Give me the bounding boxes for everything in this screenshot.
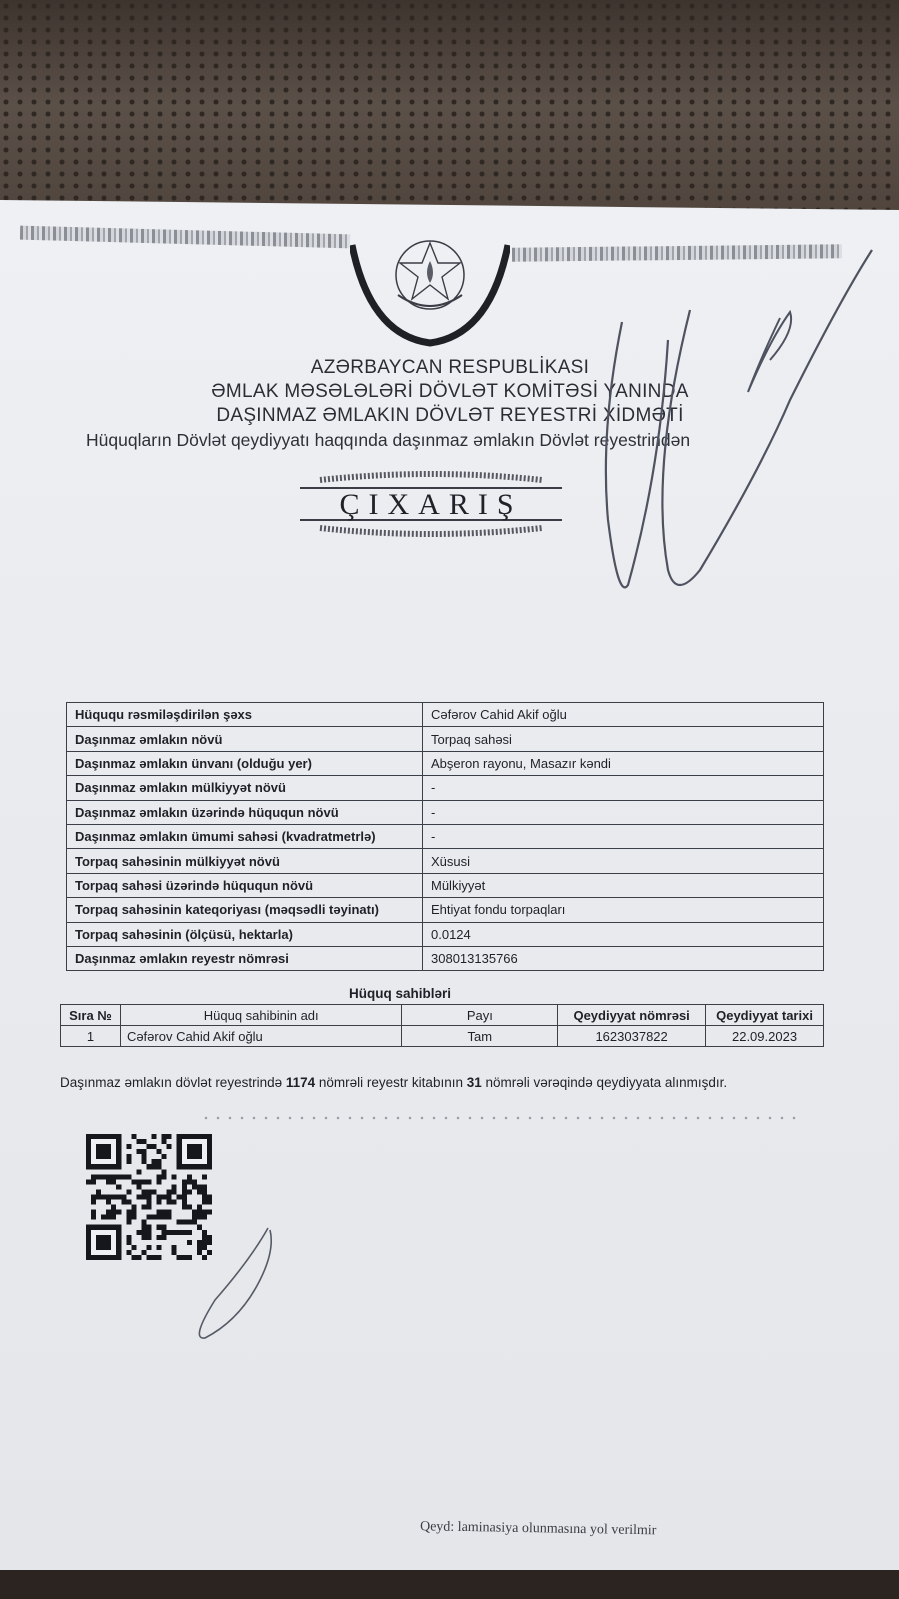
owners-header-row — [61, 1005, 824, 1026]
owner-reg-date: 22.09.2023 — [706, 1026, 824, 1047]
table-row — [67, 824, 824, 848]
property-info-table — [66, 702, 824, 971]
header-country: AZƏRBAYCAN RESPUBLİKASI — [310, 357, 590, 378]
note-book-number: 1174 — [285, 1075, 316, 1090]
info-value: - — [423, 776, 824, 800]
qr-code-icon — [86, 1134, 212, 1260]
note-page-number: 31 — [466, 1075, 482, 1090]
table-row — [67, 703, 824, 727]
table-row — [67, 922, 824, 946]
owner-name: Cəfərov Cahid Akif oğlu — [120, 1026, 402, 1047]
document-title: ÇIXARIŞ — [339, 488, 523, 521]
info-value: Cəfərov Cahid Akif oğlu — [423, 703, 824, 727]
owners-title: Hüquq sahibləri — [348, 986, 451, 1001]
info-label: Torpaq sahəsinin (ölçüsü, hektarla) — [67, 922, 423, 946]
info-label: Torpaq sahəsi üzərində hüququn növü — [67, 873, 423, 897]
info-label: Torpaq sahəsinin mülkiyyət növü — [67, 849, 423, 873]
col-reg-date: Qeydiyyat tarixi — [706, 1005, 824, 1026]
table-row — [67, 849, 824, 873]
table-row — [67, 873, 824, 897]
info-label: Daşınmaz əmlakın növü — [67, 727, 423, 751]
info-value: Xüsusi — [423, 849, 824, 873]
info-value: - — [423, 824, 824, 848]
info-value: 308013135766 — [423, 946, 824, 970]
table-row — [67, 946, 824, 970]
owners-table — [60, 1004, 824, 1047]
table-row — [67, 751, 824, 775]
note-text-3: nömrəli vərəqində qeydiyyata alınmışdır. — [481, 1075, 728, 1090]
info-value: Ehtiyat fondu torpaqları — [423, 898, 824, 922]
info-label: Daşınmaz əmlakın ümumi sahəsi (kvadratmetrlə) — [67, 824, 423, 848]
info-value: 0.0124 — [423, 922, 824, 946]
col-share: Payı — [402, 1005, 558, 1026]
footer-note: Qeyd: laminasiya olunmasına yol verilmir — [419, 1519, 657, 1539]
col-name: Hüquq sahibinin adı — [120, 1005, 402, 1026]
info-label: Hüququ rəsmiləşdirilən şəxs — [67, 703, 423, 727]
header-committee: ƏMLAK MƏSƏLƏLƏRİ DÖVLƏT KOMİTƏSİ YANINDA — [211, 381, 689, 402]
owner-share: Tam — [402, 1026, 558, 1047]
table-row — [67, 800, 824, 824]
note-text-2: nömrəli reyestr kitabının — [315, 1075, 467, 1090]
dotted-divider — [200, 1116, 800, 1120]
info-label: Daşınmaz əmlakın üzərində hüququn növü — [67, 800, 423, 824]
header-subtitle: Hüquqların Dövlət qeydiyyatı haqqında daşınmaz əmlakın Dövlət reyestrindən — [86, 430, 691, 450]
info-label: Daşınmaz əmlakın mülkiyyət növü — [67, 776, 423, 800]
owner-no: 1 — [61, 1026, 121, 1047]
table-row — [67, 727, 824, 751]
table-row — [67, 898, 824, 922]
info-value: Torpaq sahəsi — [423, 727, 824, 751]
info-value: - — [423, 800, 824, 824]
note-text-1: Daşınmaz əmlakın dövlət reyestrində — [60, 1075, 286, 1090]
table-row — [67, 776, 824, 800]
table-row — [61, 1026, 824, 1047]
info-value: Abşeron rayonu, Masazır kəndi — [423, 751, 824, 775]
info-label: Torpaq sahəsinin kateqoriyası (məqsədli təyinatı) — [67, 898, 423, 922]
info-label: Daşınmaz əmlakın reyestr nömrəsi — [67, 946, 423, 970]
header-service: DAŞINMAZ ƏMLAKIN DÖVLƏT REYESTRİ XİDMƏTİ — [216, 405, 684, 426]
state-emblem-icon — [350, 225, 510, 355]
col-no: Sıra № — [61, 1005, 121, 1026]
fabric-background — [0, 0, 899, 230]
registration-note — [60, 1074, 790, 1091]
owner-reg-no: 1623037822 — [558, 1026, 706, 1047]
info-label: Daşınmaz əmlakın ünvanı (olduğu yer) — [67, 751, 423, 775]
info-value: Mülkiyyət — [423, 873, 824, 897]
col-reg-no: Qeydiyyat nömrəsi — [558, 1005, 706, 1026]
